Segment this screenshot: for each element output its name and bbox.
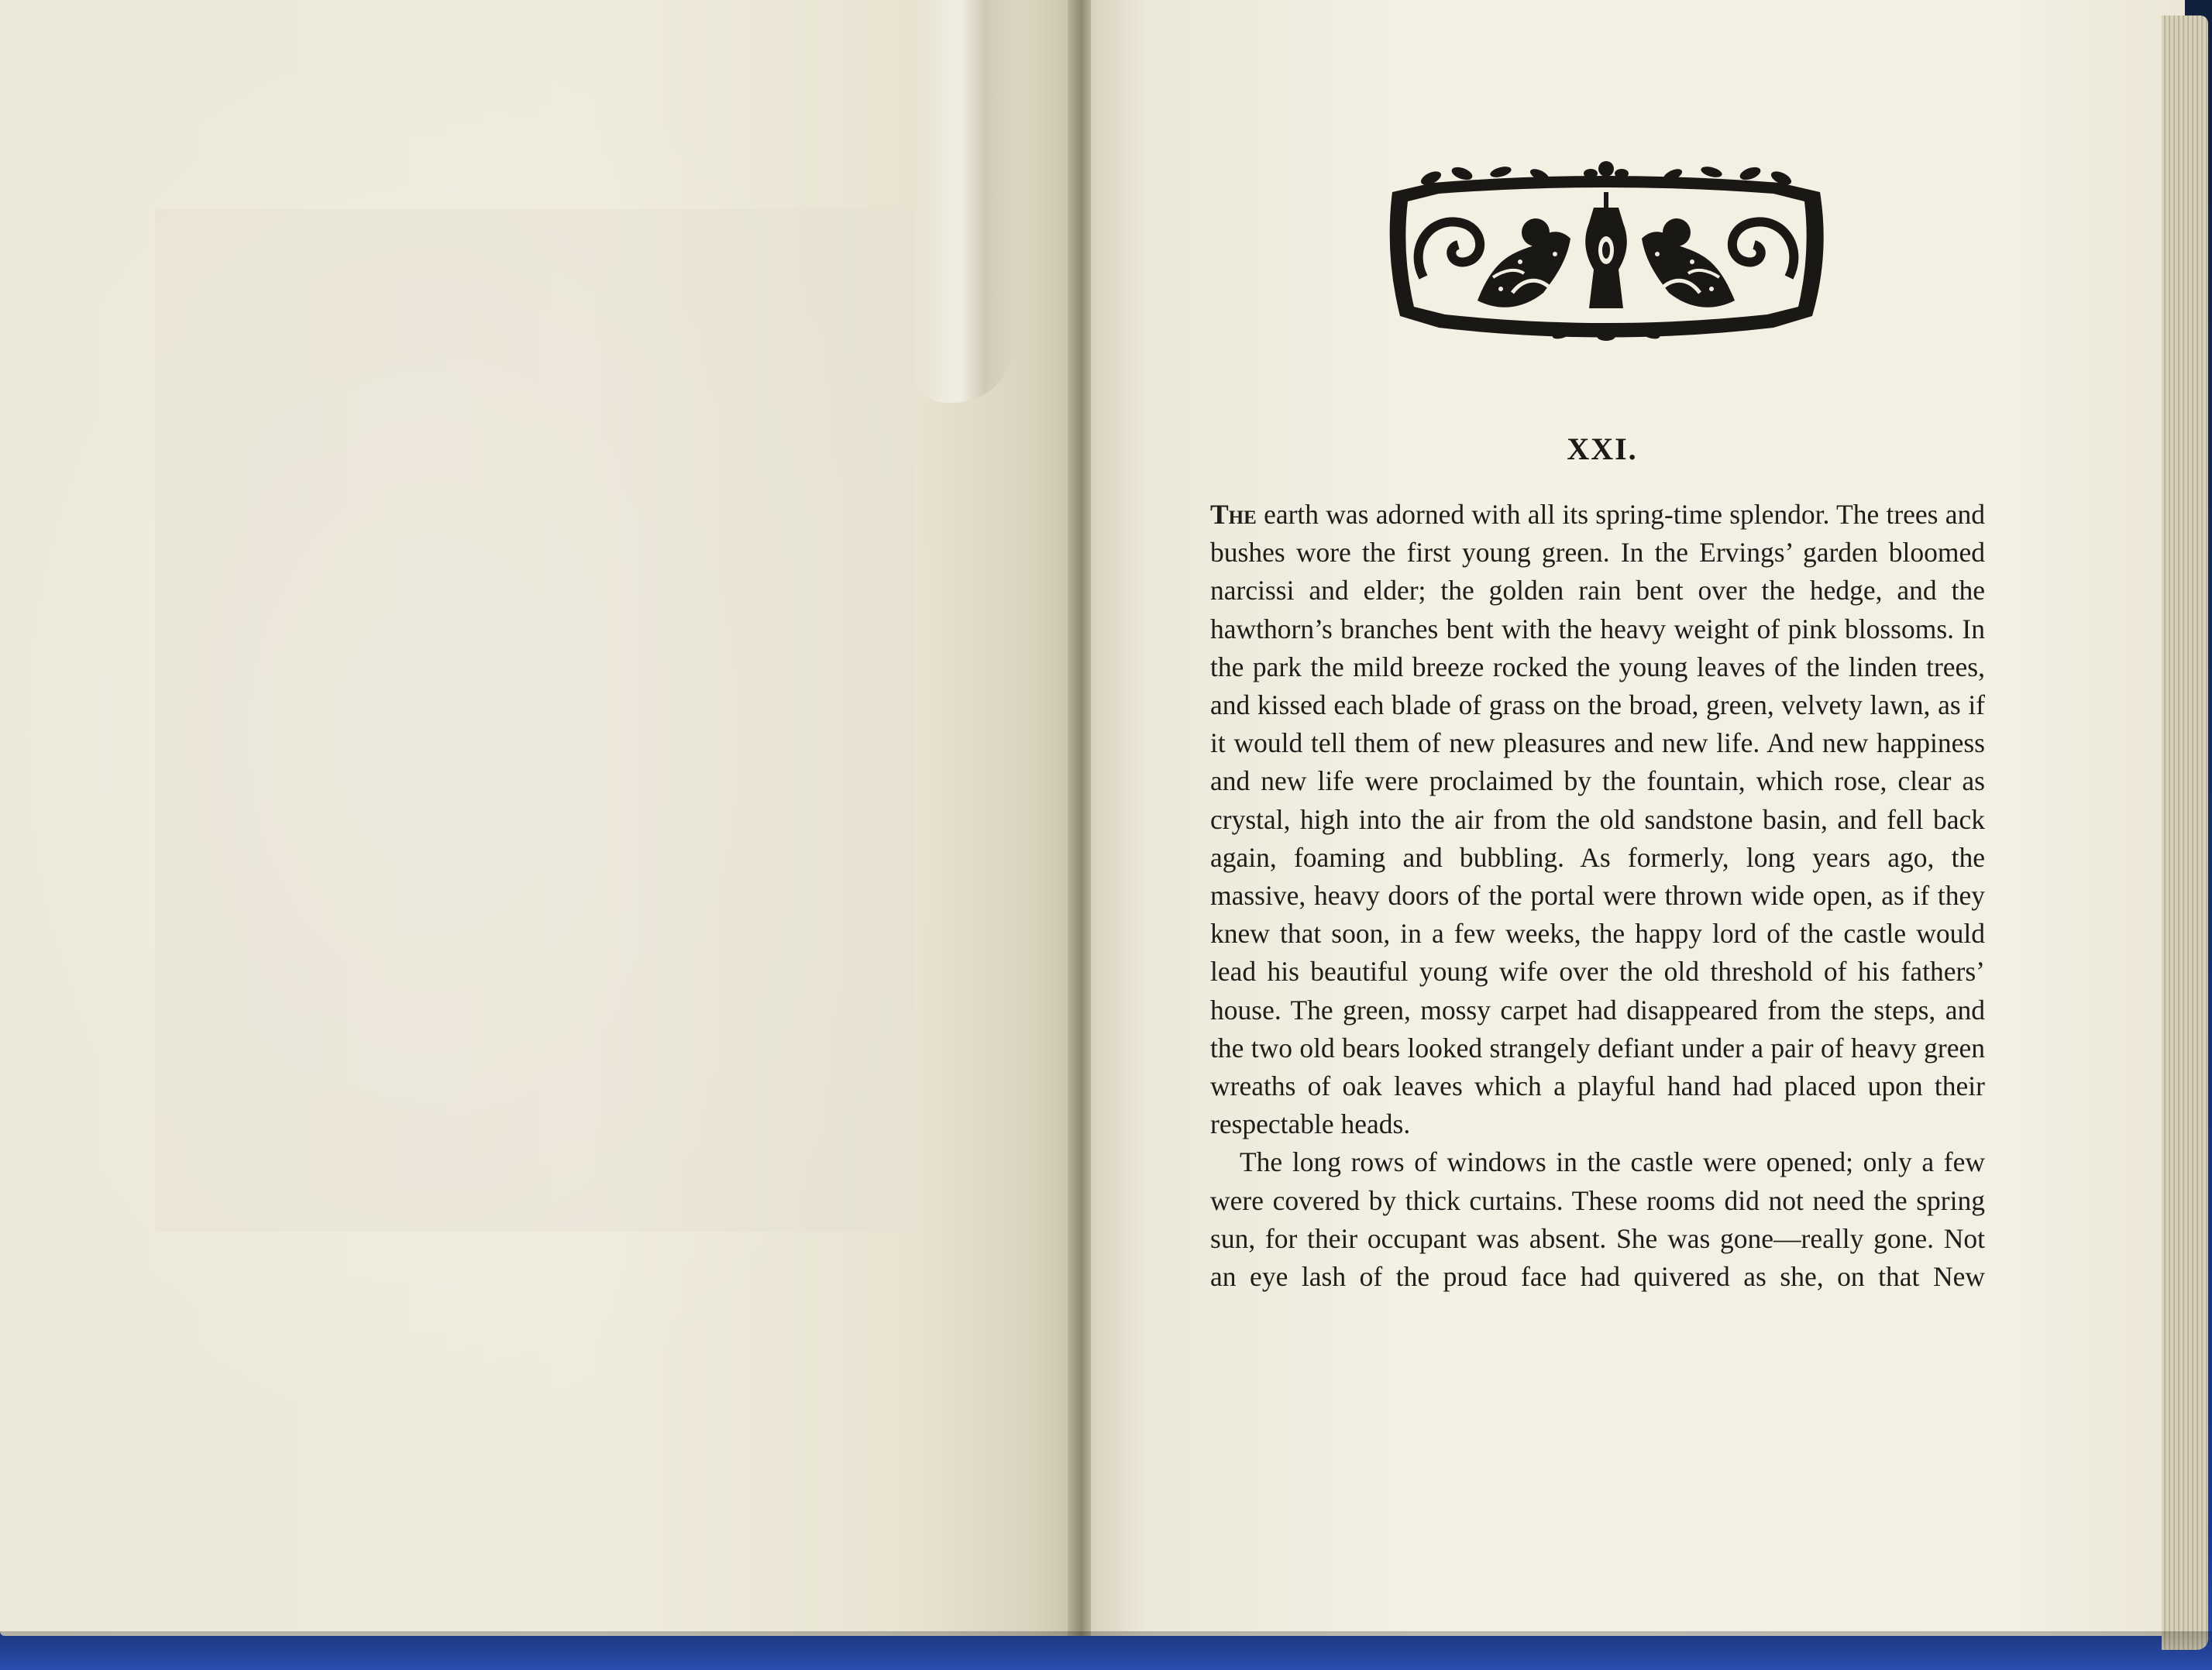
vignette-ornament-icon: [1377, 161, 1835, 341]
paragraph-1-text: earth was adorned with all its spring-time splendor. The trees and bushes wore the first young green. In the Ervings’ garden bloomed narcissi and elder; the golden rain bent over the hedge, and the hawthorn’s branches bent with the heavy weight of pink blossoms. In the park the mild breeze rocked the young leaves of the linden trees, and kissed each blade of grass on the broad, green, velvety lawn, as if it would tell them of new pleasures and new life. And new happiness and new life were proclaimed by the fountain, which rose, clear as crystal, high into the air from the old sandstone basin, and fell back again, foaming and bubbling. As formerly, long years ago, the massive, heavy doors of the portal were thrown wide open, as if they knew that soon, in a few weeks, the happy lord of the castle would lead his beautiful young wife over the old threshold of his fathers’ house. The green, mossy carpet had disappeared from the steps, and the two old bears looked strangely defiant under a pair of heavy green wreaths of oak leaves which a playful hand had placed upon their respectable heads.: [1210, 499, 1985, 1140]
paragraph-2: The long rows of windows in the castle were opened; only a few were covered by thick curtains. These rooms did not need the spring sun, for their occupant was absent. She was gone—really gone. Not an eye lash of the proud face had quivered as she, on that New: [1210, 1146, 1985, 1293]
page-crease: [914, 0, 1015, 403]
paragraph-1: [1210, 496, 1985, 1143]
body-text: [1210, 496, 1985, 1296]
page-edges: [2162, 15, 2208, 1650]
left-page-blank: [0, 0, 1077, 1636]
left-page-tint: [155, 209, 914, 1232]
chapter-heading: XXI.: [1567, 431, 1638, 466]
drop-word: The: [1210, 499, 1257, 530]
bottom-shadow: [0, 1631, 2212, 1670]
